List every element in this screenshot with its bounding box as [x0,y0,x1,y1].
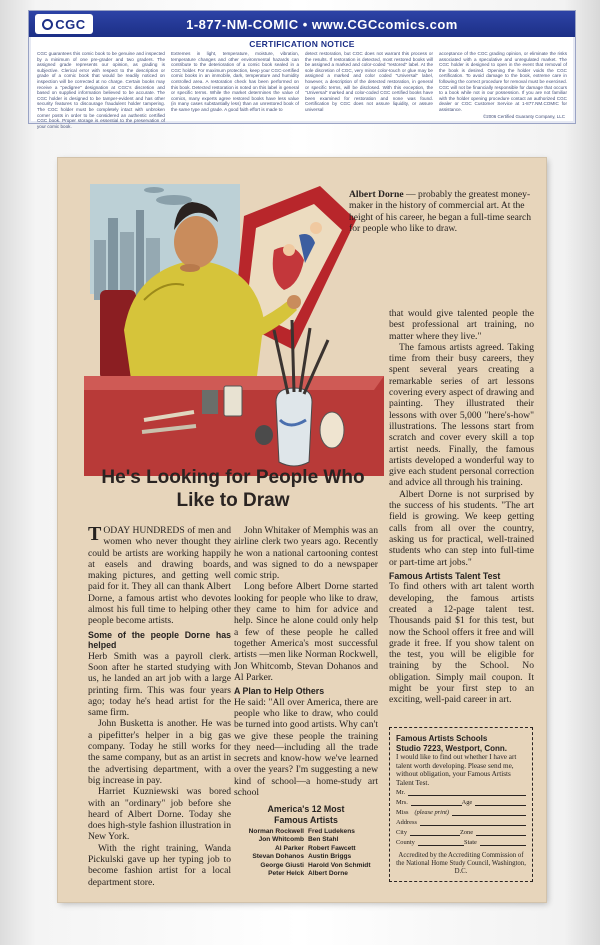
coupon-state-label: State [464,838,477,846]
intro-text: — probably the greatest money-maker in the history of commercial art. At the height of his career, he began a full-time search for people who like to draw. [349,189,532,235]
artist-at-drawing-board-image [84,180,384,476]
coupon-name-line [396,788,526,798]
artists-list-title [234,804,378,825]
cgc-logo-ring-icon [42,19,53,30]
artists-title-line-2: Famous Artists [274,814,338,825]
subheading-dorne-helped: Some of the people Dorne has helped [88,629,231,651]
artist-name: Norman Rockwell [248,828,304,835]
coupon-accreditation: Accredited by the Accrediting Commission of the National Home Study Council, Washington, D.C. [396,851,526,875]
coupon-print-hint: (please print) [414,808,450,816]
coupon-mr-label: Mr. [396,788,406,796]
article-paragraph: With the right training, Wanda Pickulski gave up her typing job to become fashion artist for a local department store. [88,842,231,888]
article-text: ODAY HUNDREDS of men and women who never thought they could be artists are working happily at easels and drawing boards, making pictures, and getting well paid for it. They all can thank Albert Dorne, a famous artist who devotes almost his full time to helping other people become artists. [88,525,231,627]
coupon-request-text: I would like to find out whether I have art talent worth developing. Please send me, without obligation, your Famous Artists Talent Test. [396,753,517,787]
artist-name: Austin Briggs [308,853,352,861]
artist-name: Peter Helck [268,870,304,878]
coupon-miss-line [396,808,526,818]
label-copyright: ©2006 Certified Guaranty Company, LLC [482,114,565,119]
coupon-miss-label: Miss [396,808,409,816]
artist-name: Stevan Dohanos [252,853,304,861]
artist-name: Ben Stahl [308,836,339,844]
label-header-bar [29,11,575,37]
subheading-plan: A Plan to Help Others [234,686,325,697]
artists-title-line-1: America's 12 Most [267,804,345,814]
artist-name: Jon Whitcomb [258,836,304,844]
artists-grid [234,828,378,878]
article-column-1 [88,525,231,888]
article-paragraph: He said: "All over America, there are people who like to draw, who could be turned into good artists. Why can't we give these people the training they need—including all the trade secrets and know-how we've learned over the years? I'm suggesting a new kind of school—a home-study art school [234,696,378,799]
coupon-county-label: County [396,838,415,846]
intro-blurb [349,189,535,235]
comic-back-cover [58,158,546,902]
coupon-city-line [396,828,526,838]
coupon-school-name: Famous Artists Schools [396,734,488,743]
article-paragraph: John Whitaker of Memphis was an airline clerk two years ago. Recently he won a national cartooning contest and was signed to do a newspaper comic strip. [234,525,378,582]
cgc-logo [35,14,93,34]
mail-in-coupon [389,727,533,882]
notice-column-3: detect restoration, but CGC does not warrant this process or the results. If restoration is detected, most restored books will be assigned a marked and color-coded "restored" label. At the sole discretion of CGC, very minor color-touch or glue may be assigned a marked and color coded "Universal" label, however, a description of the detected restoration, in general or specific terms, will be disclosed. With this exception, the "Universal" marked and color-coded CGC certified books have been examined for restoration and none was found. Certification by CGC does not assure liquidity, or assure universal [305,51,433,112]
coupon-age-label: Age [461,798,473,806]
article-paragraph: Long before Albert Dorne started looking for people who like to draw, they came to him for advice and help. Since he alone could only help a few of these people he called together America's most successful artists —men like Norman Rockwell, Jon Whitcomb, Stevan Dohanos and Al Parker. [234,581,378,683]
coupon-zone-label: Zone [459,828,474,836]
certification-notice-title: CERTIFICATION NOTICE [249,39,355,49]
coupon-address-label: Address [396,818,417,826]
artist-name: Robert Fawcett [308,844,356,852]
coupon-address-line [396,818,526,828]
artist-name: Albert Dorne [308,870,348,878]
article-column-3 [389,308,534,706]
article-paragraph: that would give talented people the best professional art training, no matter where they live." [389,308,534,342]
cgc-label [28,10,576,129]
label-phone-line: 1-877-NM-COMIC • www.CGCcomics.com [186,16,458,32]
notice-column-4: acceptance of the CGC grading opinion, or eliminate the risks associated with a speculative and unregulated market. The CGC holder is designed to open in the event that removal of the book is desired. Opening the holder voids the CGC certification. To avoid damage to the book, extreme care in following the correct procedure for removal must be exercised. CGC will not be financially responsible for damage that occurs to a book while not in our possession. If you are not familiar with the holder opening procedure contact an authorized CGC dealer or CGC Customer Service at 1-877.NM.COMIC for assistance. [439,51,567,112]
coupon-city-label: City [396,828,408,836]
dropcap: T [88,523,102,545]
coupon-mrs-line [396,798,526,808]
artist-name: Harold Von Schmidt [308,861,371,869]
coupon-mrs-label: Mrs. [396,798,408,806]
article-paragraph: John Busketta is another. He was a pipefitter's helper in a big gas company. Today he still works for the same company, but as an artist in the advertising department, with a big increase in pay. [88,718,231,786]
intro-name: Albert Dorne [349,189,404,200]
artist-illustration [84,180,384,476]
article-paragraph: To find others with art talent worth developing, the famous artists created a 12-page talent test. Thousands paid $1 for this test, but now the School offers it free and will grade it free. If you show talent on the test, you will be eligible for training by the School. No obligation. Simply mail coupon. It might be your first step to an exciting, well-paid career in art. [389,581,534,706]
article-paragraph [88,525,231,627]
article-paragraph: Harriet Kuzniewski was bored with an "ordinary" job before she heard of Albert Dorne. Today she does high-style fashion illustration in New York. [88,786,231,843]
ad-headline: He's Looking for People Who Like to Draw [101,467,365,511]
artist-name: Al Parker [275,844,304,852]
subheading-talent-test: Famous Artists Talent Test [389,570,501,581]
article-paragraph: The famous artists agreed. Taking time from their busy careers, they spent several years creating a remarkable series of art lessons covering every aspect of drawing and painting. They illustrated their lessons with over 5,000 "here's-how" illustrations. The lessons start from scratch and cover every skill a top artist needs. Finally, the famous artists developed a wonderful way to give each student personal correction and advice all through his training. [389,341,534,489]
famous-artists-list [234,804,378,878]
coupon-county-line [396,838,526,848]
artist-name: George Giusti [260,861,304,869]
cgc-logo-text: CGC [55,16,86,32]
article-paragraph: Albert Dorne is not surprised by the success of his students. "The art field is growing. We keep getting calls from all over the country, asking us for practical, well-trained students who can step into full-time or part-time art jobs." [389,488,534,568]
artist-name: Fred Ludekens [308,828,355,835]
notice-column-2: Extremes in light, temperature, moisture, vibration, temperature changes and other environmental hazards can contribute to the deterioration of a comic book sealed in a CGC holder. For maximum protection, keep your CGC-certified comic books in an immobile, dark, temperature and humidity controlled area. A restoration check has been performed on this book. Detected restoration is noted on this label in general or specific terms. While the market determines the value of comics, many experts agree restored books have less value (in many cases substantially less) than an unrestored book of the same type and grade. A good faith effort is made to [171,51,299,112]
article-paragraph: Herb Smith was a payroll clerk. Soon after he started studying with us, he landed an art job with a large printing firm. This was four years ago; today he's head artist for the same firm. [88,650,231,719]
article-column-2 [234,525,378,798]
coupon-studio-address: Studio 7223, Westport, Conn. [396,743,507,753]
notice-column-1: CGC guarantees this comic book to be genuine and inspected by a minimum of one pre-grader and two graders. The assigned grade represents our opinion, as grading is subjective. Clerical error with respect to the description or grade of a comic book that would be readily noticed on inspection will be corrected at no charge. Certain books may receive a "pedigree" designation at CGC's discretion and based on supplied information believed to be accurate. The CGC holder is designed to be tamper-evident and has other security features to discourage fraudulent holder tampering. The CGC holder must be completely intact with unbroken corner posts in order to be considered an authentic certified CGC book. Proper storage is essential to the preservation of your comic book. [37,51,165,129]
